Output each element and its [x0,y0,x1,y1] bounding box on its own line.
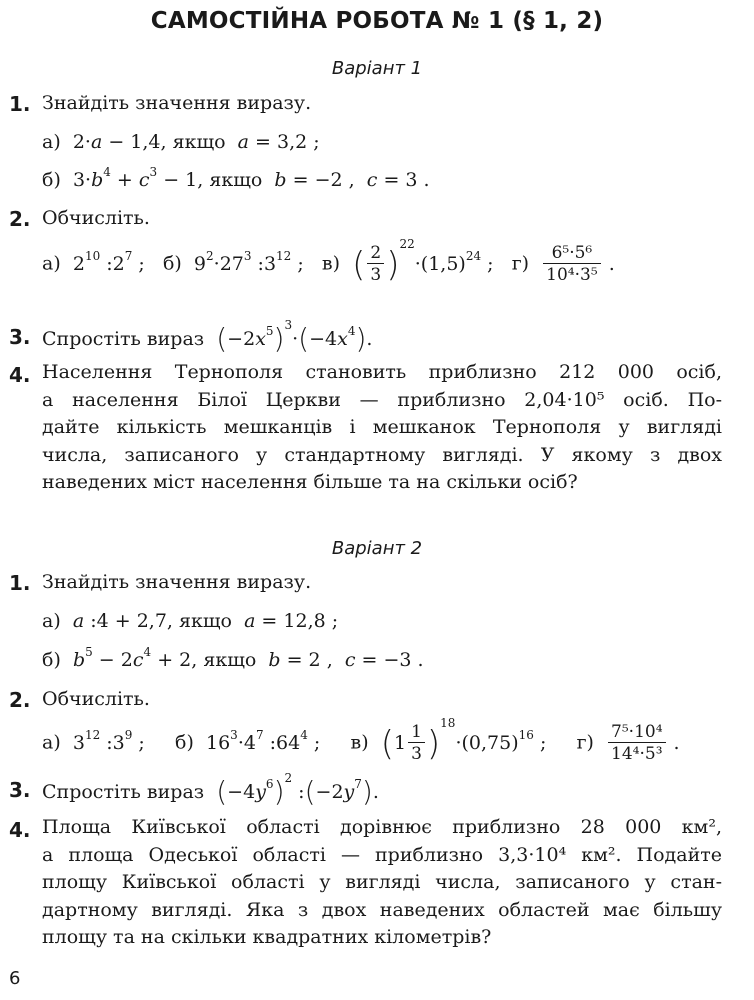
v2-q3-text: Спростіть вираз [42,781,205,803]
v1-q3-text: Спростіть вираз [42,328,205,350]
v2-q4-number: 4. [9,818,31,842]
label: в) [350,731,369,754]
denominator: 3 [408,742,425,765]
page-number: 6 [9,968,21,989]
text-line: дартному вигляді. Яка з двох наведених областей має більшу [42,898,722,921]
variant-1-heading: Варіант 1 [331,58,423,79]
v1-q2-number: 2. [9,207,31,231]
text-line: Населення Тернополя становить приблизно 212 000 осіб, [42,361,722,383]
cond: , якщо [166,610,232,632]
label: б) [42,169,61,191]
v2-q1-text: Знайдіть значення виразу. [42,571,312,593]
v2-q3 [42,771,379,808]
v1-q2-v-expr: ( $\frac{2}{3}$ )$^{22}\cdot(1,5)^{24}$ ; [352,236,506,285]
v1-q3-number: 3. [9,325,31,349]
variant-2-heading: Варіант 2 [331,538,423,559]
v2-q1-a-expr: a :4 + 2,7 [72,610,167,632]
text-line: дайте кількість мешканців і мешканок Тернополя у вигляді [42,416,722,438]
v2-q2-text: Обчисліть. [42,688,150,710]
cond: , якщо [160,131,226,153]
label: а) [42,131,61,153]
label: б) [42,649,61,671]
text-line: площу та на скільки квадратних кілометрів? [42,926,492,948]
denominator: 3 [367,263,384,286]
cond: , якщо [197,169,263,191]
v1-q1-text: Знайдіть значення виразу. [42,92,312,114]
page-title: САМОСТІЙНА РОБОТА № 1 (§ 1, 2) [150,8,604,34]
v2-q2-v-expr: (1 $\frac{1}{3}$ )$^{18}\cdot(0,75)^{16}$ ; [380,715,571,764]
v2-q2-row [42,715,680,765]
v2-q1-a [42,610,338,632]
label: г) [576,731,594,754]
v1-q1-b [42,165,430,191]
v1-q4-text [42,359,722,497]
numerator: 6⁵·5⁶ [551,243,593,263]
label: б) [162,252,182,275]
text-line: Площа Київської області дорівнює приблизно 28 000 км², [42,816,722,838]
v2-q4-text [42,814,722,952]
v1-q3 [42,318,373,355]
v1-q1-a [42,131,320,153]
v1-q1-b-expr: $3\cdot b^4 + c^3 - 1$ [66,165,198,191]
denominator: 14⁴·5³ [608,742,665,765]
denominator: 10⁴·3⁵ [543,263,600,286]
mixed-whole: 1 [393,731,407,754]
label: в) [321,252,341,275]
v2-q2-b-expr: $16^3\cdot 4^7$ $:64^4$ ; [199,727,345,754]
v1-q1-number: 1. [9,92,31,116]
v1-q4-number: 4. [9,363,31,387]
cond: , якщо [191,649,257,671]
text-line: числа, записаного у стандартному вигляді. У якому з двох [42,443,722,466]
v1-q3-expr: $(-2x^5)^3\cdot(-4x^4)$. [216,318,373,355]
v1-q2-text: Обчисліть. [42,207,150,229]
label: б) [175,731,194,754]
numerator: 1 [411,722,422,742]
v1-q2-g-expr: $\frac{\text{6⁵·5⁶}}{\text{10⁴·3⁵}}$ . [535,253,615,275]
label: г) [511,252,530,275]
v2-q2-a-expr: $3^{12}$ $:3^9$ ; [66,727,169,754]
v2-q1-b-value: b = 2 , c = −3 . [268,649,424,671]
text-line: площу Київської області у вигляді числа, записаного у стан- [42,871,722,893]
numerator: 7⁵·10⁴ [611,722,663,742]
v2-q2-number: 2. [9,688,31,712]
numerator: 2 [370,243,382,263]
v2-q1-a-value: a = 12,8 ; [244,610,339,632]
label: а) [42,731,61,754]
text-line: а площа Одеської області — приблизно 3,3·10⁴ км². Подайте [42,843,722,866]
v1-q2-row [42,236,615,286]
v2-q1-b [42,645,424,671]
text-line: наведених міст населення більше та на скільки осіб? [42,471,578,493]
v2-q2-g-expr: $\frac{\text{7⁵·10⁴}}{\text{14⁴·5³}}$ . [600,732,680,754]
label: а) [42,252,61,275]
v1-q2-a-expr: $2^{10}$ $:2^7$ ; [66,248,157,275]
label: а) [42,610,61,632]
v2-q1-number: 1. [9,571,31,595]
v2-q1-b-expr: $b^5 - 2c^4 + 2$ [72,645,192,671]
v1-q1-a-value: a = 3,2 ; [237,131,320,153]
v1-q1-a-expr: 2·a − 1,4 [66,131,161,153]
v2-q3-number: 3. [9,778,31,802]
v1-q2-b-expr: $9^2\cdot 27^3$ $:3^{12}$ ; [187,248,316,275]
v2-q3-expr: $(-4y^6)^2$ $:(-2y^7)$. [216,771,379,808]
v1-q1-b-value: b = −2 , c = 3 . [274,169,430,191]
text-line: а населення Білої Церкви — приблизно 2,04·10⁵ осіб. По- [42,388,722,411]
